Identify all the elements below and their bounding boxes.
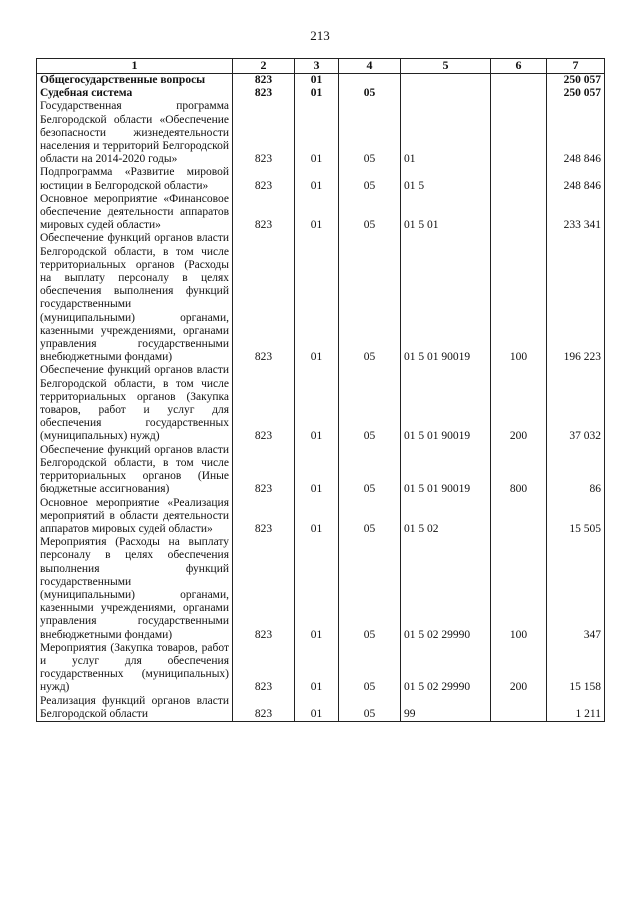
column-header: 3 (295, 59, 339, 74)
section-code-cell: 01 (295, 536, 339, 642)
table-row (37, 166, 605, 192)
row-name-cell: Реализация функций органов власти Белгородской области (37, 695, 233, 722)
target-article-cell: 01 5 02 29990 (401, 642, 491, 695)
row-name-cell: Мероприятия (Закупка товаров, работ и услуг для обеспечения государственных (муниципальных) нужд) (37, 642, 233, 695)
section-code-cell: 01 (295, 364, 339, 443)
subsection-code-cell: 05 (339, 695, 401, 722)
amount-cell: 233 341 (547, 193, 605, 233)
subsection-code-cell: 05 (339, 364, 401, 443)
row-name-cell: Общегосударственные вопросы (37, 74, 233, 88)
section-code-cell: 01 (295, 74, 339, 88)
row-name-cell: Судебная система (37, 87, 233, 100)
expense-type-cell (491, 74, 547, 88)
table-row (37, 444, 605, 497)
amount-cell: 37 032 (547, 364, 605, 443)
subsection-code-cell: 05 (339, 497, 401, 537)
amount-cell: 250 057 (547, 87, 605, 100)
table-row (37, 536, 605, 642)
row-name-cell: Государственная программа Белгородской области «Обеспечение безопасности жизнедеятельности населения и территорий Белгородской области на 2014-2020 годы» (37, 100, 233, 166)
target-article-cell: 01 5 02 (401, 497, 491, 537)
amount-cell: 347 (547, 536, 605, 642)
ministry-code-cell: 823 (233, 100, 295, 166)
column-header: 6 (491, 59, 547, 74)
section-code-cell: 01 (295, 497, 339, 537)
target-article-cell: 01 (401, 100, 491, 166)
subsection-code-cell: 05 (339, 193, 401, 233)
row-name-cell: Мероприятия (Расходы на выплату персоналу в целях обеспечения выполнения функций государственными (муниципальными) органами, казенными учреждениями, органами управления государственными внебюджетными фондами) (37, 536, 233, 642)
section-code-cell: 01 (295, 193, 339, 233)
expense-type-cell (491, 100, 547, 166)
row-name-cell: Основное мероприятие «Финансовое обеспечение деятельности аппаратов мировых судей области» (37, 193, 233, 233)
table-row (37, 642, 605, 695)
column-header: 5 (401, 59, 491, 74)
table-row (37, 497, 605, 537)
subsection-code-cell: 05 (339, 166, 401, 192)
subsection-code-cell: 05 (339, 100, 401, 166)
subsection-code-cell: 05 (339, 87, 401, 100)
ministry-code-cell: 823 (233, 695, 295, 722)
section-code-cell: 01 (295, 695, 339, 722)
table-row (37, 193, 605, 233)
expense-type-cell: 200 (491, 642, 547, 695)
page-number: 213 (310, 28, 330, 43)
target-article-cell (401, 87, 491, 100)
amount-cell: 1 211 (547, 695, 605, 722)
amount-cell: 15 505 (547, 497, 605, 537)
amount-cell: 86 (547, 444, 605, 497)
expense-type-cell: 100 (491, 232, 547, 364)
budget-table (36, 58, 605, 722)
ministry-code-cell: 823 (233, 166, 295, 192)
row-name-cell: Обеспечение функций органов власти Белгородской области, в том числе территориальных органов (Иные бюджетные ассигнования) (37, 444, 233, 497)
table-row (37, 695, 605, 722)
expense-type-cell (491, 166, 547, 192)
ministry-code-cell: 823 (233, 497, 295, 537)
target-article-cell: 01 5 01 90019 (401, 364, 491, 443)
expense-type-cell (491, 695, 547, 722)
section-code-cell: 01 (295, 87, 339, 100)
column-header: 4 (339, 59, 401, 74)
section-code-cell: 01 (295, 444, 339, 497)
amount-cell: 15 158 (547, 642, 605, 695)
table-row (37, 100, 605, 166)
amount-cell: 196 223 (547, 232, 605, 364)
target-article-cell: 01 5 02 29990 (401, 536, 491, 642)
expense-type-cell (491, 87, 547, 100)
table-row (37, 87, 605, 100)
expense-type-cell: 800 (491, 444, 547, 497)
row-name-cell: Обеспечение функций органов власти Белгородской области, в том числе территориальных органов (Расходы на выплату персоналу в целях обеспечения выполнения функций государственными (муниципальными) органами, казенными учреждениями, органами управления государственными внебюджетными фондами) (37, 232, 233, 364)
target-article-cell: 01 5 (401, 166, 491, 192)
section-code-cell: 01 (295, 100, 339, 166)
target-article-cell: 99 (401, 695, 491, 722)
ministry-code-cell: 823 (233, 364, 295, 443)
column-header: 1 (37, 59, 233, 74)
table-row (37, 74, 605, 88)
amount-cell: 250 057 (547, 74, 605, 88)
row-name-cell: Обеспечение функций органов власти Белгородской области, в том числе территориальных органов (Закупка товаров, работ и услуг для обеспечения государственных (муниципальных) нужд) (37, 364, 233, 443)
ministry-code-cell: 823 (233, 193, 295, 233)
amount-cell: 248 846 (547, 166, 605, 192)
amount-cell: 248 846 (547, 100, 605, 166)
section-code-cell: 01 (295, 232, 339, 364)
target-article-cell: 01 5 01 90019 (401, 444, 491, 497)
row-name-cell: Подпрограмма «Развитие мировой юстиции в Белгородской области» (37, 166, 233, 192)
subsection-code-cell: 05 (339, 232, 401, 364)
subsection-code-cell (339, 74, 401, 88)
table-row (37, 232, 605, 364)
ministry-code-cell: 823 (233, 444, 295, 497)
ministry-code-cell: 823 (233, 87, 295, 100)
subsection-code-cell: 05 (339, 642, 401, 695)
ministry-code-cell: 823 (233, 536, 295, 642)
target-article-cell: 01 5 01 (401, 193, 491, 233)
expense-type-cell: 200 (491, 364, 547, 443)
section-code-cell: 01 (295, 166, 339, 192)
row-name-cell: Основное мероприятие «Реализация мероприятий в области деятельности аппаратов мировых судей области» (37, 497, 233, 537)
expense-type-cell: 100 (491, 536, 547, 642)
ministry-code-cell: 823 (233, 232, 295, 364)
ministry-code-cell: 823 (233, 642, 295, 695)
subsection-code-cell: 05 (339, 444, 401, 497)
column-header: 7 (547, 59, 605, 74)
subsection-code-cell: 05 (339, 536, 401, 642)
table-row (37, 364, 605, 443)
target-article-cell: 01 5 01 90019 (401, 232, 491, 364)
column-header: 2 (233, 59, 295, 74)
ministry-code-cell: 823 (233, 74, 295, 88)
expense-type-cell (491, 497, 547, 537)
section-code-cell: 01 (295, 642, 339, 695)
expense-type-cell (491, 193, 547, 233)
target-article-cell (401, 74, 491, 88)
table-header-row (37, 59, 605, 74)
